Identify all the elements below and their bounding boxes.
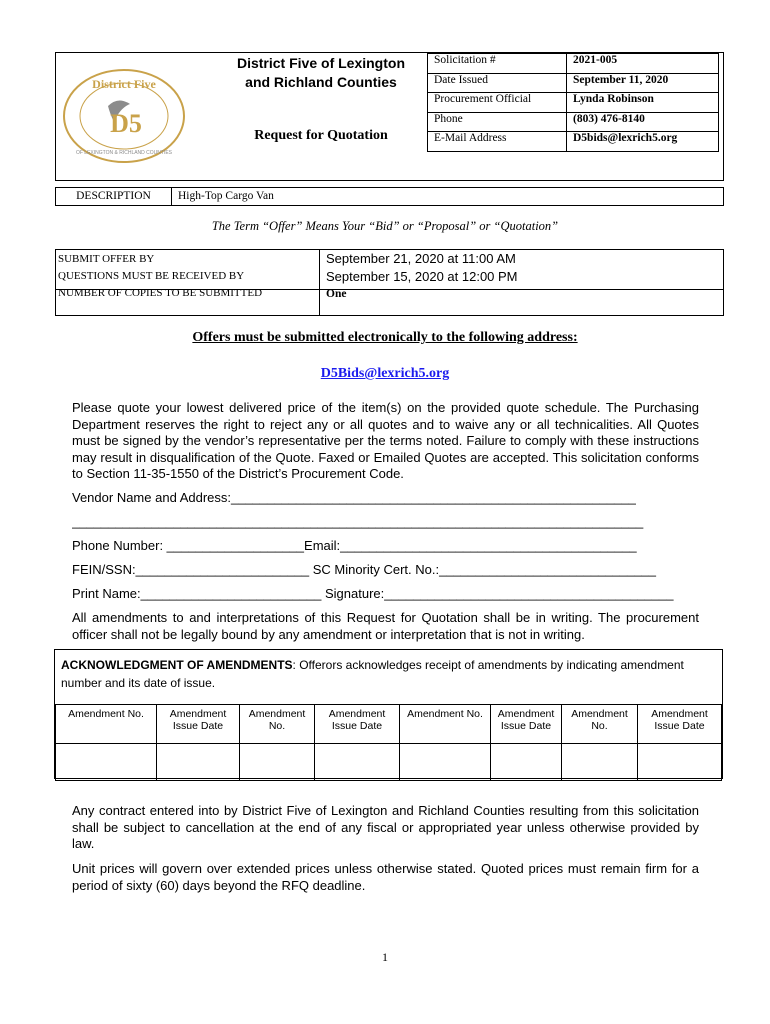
amendment-date-input[interactable] <box>315 744 400 781</box>
table-header-row <box>56 705 722 744</box>
district-logo <box>60 66 188 166</box>
vendor-name-field[interactable]: Vendor Name and Address:________________________________________________________ <box>72 490 636 505</box>
amendment-no-input[interactable] <box>56 744 157 781</box>
org-line-2: and Richland Counties <box>245 74 397 90</box>
amendments-note: All amendments to and interpretations of this Request for Quotation shall be in writing. The procurement officer shall not be legally bound by any amendment or interpretation that is not in writing. <box>72 610 699 642</box>
copies-value: One <box>326 288 347 300</box>
organization-name <box>215 54 427 92</box>
info-label: Phone <box>428 112 567 132</box>
column-header: Amendment No. <box>400 705 491 744</box>
amendment-no-input[interactable] <box>400 744 491 781</box>
acknowledgment-title: ACKNOWLEDGMENT OF AMENDMENTS <box>61 658 293 672</box>
info-label: Date Issued <box>428 73 567 93</box>
logo-mark: D5 <box>110 109 142 138</box>
column-header: Amendment No. <box>562 705 638 744</box>
info-row <box>428 54 719 74</box>
questions-label: QUESTIONS MUST BE RECEIVED BY <box>58 270 245 282</box>
acknowledgment-body: : Offerors acknowledges receipt of amendments by indicating amendment number and its date of issue. <box>61 658 684 690</box>
phone-email-field[interactable]: Phone Number: ___________________Email:_________________________________________ <box>72 538 637 553</box>
org-line-1: District Five of Lexington <box>236 55 405 71</box>
submit-value: September 21, 2020 at 11:00 AM <box>326 251 516 266</box>
column-header: Amendment No. <box>56 705 157 744</box>
info-value: Lynda Robinson <box>567 93 719 113</box>
info-value: September 11, 2020 <box>567 73 719 93</box>
unit-price-paragraph: Unit prices will govern over extended prices unless otherwise stated. Quoted prices must remain firm for a period of sixty (60) days beyond the RFQ deadline. <box>72 861 699 893</box>
description-value: High-Top Cargo Van <box>178 190 274 202</box>
logo-bottom-text: OF LEXINGTON & RICHLAND COUNTIES <box>75 150 173 156</box>
column-header: Amendment Issue Date <box>315 705 400 744</box>
term-definition: The Term “Offer” Means Your “Bid” or “Proposal” or “Quotation” <box>211 219 559 233</box>
submit-label: SUBMIT OFFER BY <box>58 253 155 265</box>
info-label: E-Mail Address <box>428 132 567 152</box>
copies-label: NUMBER OF COPIES TO BE SUBMITTED <box>58 287 263 299</box>
acknowledgment-text <box>61 656 716 692</box>
column-header: Amendment Issue Date <box>157 705 240 744</box>
amendment-date-input[interactable] <box>157 744 240 781</box>
column-header: Amendment No. <box>240 705 315 744</box>
info-label: Solicitation # <box>428 54 567 74</box>
solicitation-info-table <box>427 53 719 152</box>
document-title: Request for Quotation <box>254 128 388 143</box>
submission-heading: Offers must be submitted electronically to the following address: <box>192 330 578 345</box>
logo-top-text: District Five <box>92 77 156 91</box>
contract-paragraph: Any contract entered into by District Five of Lexington and Richland Counties resulting from this solicitation shall be subject to cancellation at the end of any fiscal or appropriated year unless otherwise provided by law. <box>72 803 699 851</box>
amendments-table <box>55 704 722 781</box>
amendment-date-input[interactable] <box>638 744 722 781</box>
info-row <box>428 93 719 113</box>
description-label: DESCRIPTION <box>56 188 172 205</box>
info-label: Procurement Official <box>428 93 567 113</box>
info-value: D5bids@lexrich5.org <box>567 132 719 152</box>
vendor-address-field[interactable]: _______________________________________________________________________________ <box>72 514 644 529</box>
table-row <box>56 744 722 781</box>
info-value: (803) 476-8140 <box>567 112 719 132</box>
submission-email-link[interactable]: D5Bids@lexrich5.org <box>320 366 450 381</box>
info-row <box>428 73 719 93</box>
submission-table <box>55 249 724 316</box>
amendment-no-input[interactable] <box>240 744 315 781</box>
amendment-no-input[interactable] <box>562 744 638 781</box>
fein-minority-field[interactable]: FEIN/SSN:________________________ SC Minority Cert. No.:______________________________ <box>72 562 657 577</box>
info-row <box>428 112 719 132</box>
info-value: 2021-005 <box>567 54 719 74</box>
intro-paragraph: Please quote your lowest delivered price of the item(s) on the provided quote schedule. The Purchasing Department reserves the right to reject any or all quotes and to waive any or all technicalities. All Quotes must be signed by the vendor’s representative per the terms noted. Failure to comply with these instructions may result in disqualification of the Quote. Faxed or Emailed Quotes are accepted. This solicitation conforms to Section 11-35-1550 of the District’s Procurement Code. <box>72 400 699 481</box>
info-row <box>428 132 719 152</box>
amendments-acknowledgment-box <box>54 649 723 779</box>
column-header: Amendment Issue Date <box>638 705 722 744</box>
column-header: Amendment Issue Date <box>491 705 562 744</box>
amendment-date-input[interactable] <box>491 744 562 781</box>
column-divider <box>319 250 320 315</box>
page-number: 1 <box>382 950 388 964</box>
questions-value: September 15, 2020 at 12:00 PM <box>326 269 518 284</box>
description-row <box>55 187 724 206</box>
print-signature-field[interactable]: Print Name:_________________________ Signature:________________________________________ <box>72 586 674 601</box>
